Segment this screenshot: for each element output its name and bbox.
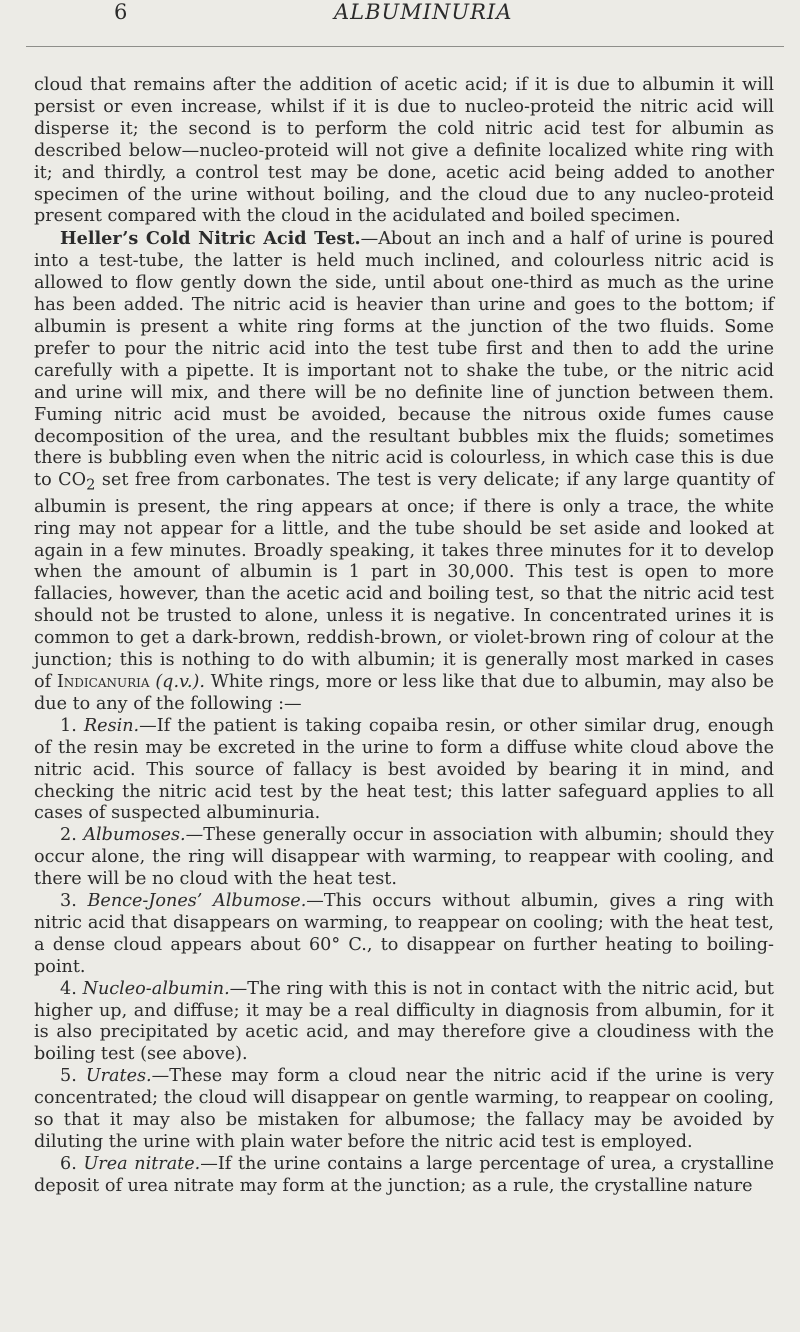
list-number: 3. — [60, 891, 88, 912]
body-text — [34, 75, 774, 1198]
subscript: 2 — [86, 476, 96, 494]
list-item-title: Resin. — [83, 715, 140, 736]
list-item — [34, 891, 774, 979]
paragraph-text: White rings, more or less like that due to albumin, may also be due to any of the following :— — [34, 671, 775, 714]
list-item-text: —These generally occur in association with albumin; should they occur alone, the ring will disappear with warming, to reappear with cooling, and there will be no cloud with the heat test. — [34, 825, 774, 890]
page-header — [26, 0, 784, 47]
cross-reference-note: (q.v.). — [149, 671, 205, 692]
list-item — [34, 979, 774, 1067]
list-item-title: Nucleo-albumin. — [82, 978, 230, 999]
paragraph-heller-test — [34, 228, 774, 715]
paragraph-text: set free from carbonates. The test is very delicate; if any large quantity of albumin is present, the ring appears at once; if there is only a trace, the white ring may not appear for a little, and the tube should be set aside and looked at again in a few minutes. Broadly speaking, it takes three minutes for it to develop when the amount of albumin is 1 part in 30,000. This test is open to more fallacies, however, than the acetic acid and boiling test, so that the nitric acid test should not be trusted to alone, unless it is negative. In concentrated urines it is common to get a dark-brown, reddish-brown, or violet-brown ring of colour at the junction; this is nothing to do with albumin; it is generally most marked in cases of — [34, 470, 774, 692]
page-number: 6 — [114, 0, 128, 24]
list-item-title: Urates. — [85, 1066, 152, 1087]
list-item — [34, 825, 774, 891]
list-item — [34, 716, 774, 826]
list-item-title: Albumoses. — [83, 825, 186, 846]
running-head: ALBUMINURIA — [334, 0, 513, 24]
list-item — [34, 1154, 774, 1198]
section-heading: Heller’s Cold Nitric Acid Test. — [60, 228, 361, 250]
list-item — [34, 1066, 774, 1154]
list-number: 6. — [60, 1153, 84, 1174]
list-item-text: —If the patient is taking copaiba resin, or other similar drug, enough of the resin may be excreted in the urine to form a diffuse white cloud above the nitric acid. This source of fallacy is best avoided by bearing it in mind, and checking the nitric acid test by the heat test; this latter safeguard applies to all cases of suspected albuminuria. — [34, 715, 774, 824]
paragraph-text: —About an inch and a half of urine is poured into a test-tube, the latter is held much inclined, and colourless nitric acid is allowed to flow gently down the side, until about one-third as much as the urine has been added. The nitric acid is heavier than urine and goes to the bottom; if albumin is present a white ring forms at the junction of the two fluids. Some prefer to pour the nitric acid into the test tube first and then to add the urine carefully with a pipette. It is important not to shake the tube, or the nitric acid and urine will mix, and there will be no definite line of junction between them. Fuming nitric acid must be avoided, because the nitrous oxide fumes cause decomposition of the urea, and the resultant bubbles mix the fluids; sometimes there is bubbling even when the nitric acid is colourless, in which case this is due to CO — [34, 229, 774, 491]
paragraph-continuation: cloud that remains after the addition of acetic acid; if it is due to albumin it will persist or even increase, whilst if it is due to nucleo-proteid the nitric acid will disperse it; the second is to perform the cold nitric acid test for albumin as described below—nucleo-proteid will not give a definite localized white ring with it; and thirdly, a control test may be done, acetic acid being added to another specimen of the urine without boiling, and the cloud due to any nucleo-proteid present compared with the cloud in the acidulated and boiled specimen. — [34, 75, 774, 227]
list-item-text: —If the urine contains a large percentage of urea, a crystalline deposit of urea nitrate may form at the junction; as a rule, the crystalline nature — [34, 1153, 775, 1196]
list-number: 5. — [60, 1066, 86, 1087]
list-number: 2. — [60, 825, 84, 846]
list-item-text: —This occurs without albumin, gives a ring with nitric acid that disappears on warming, to reappear on cooling; with the heat test, a dense cloud appears about 60° C., to disappear on further heating to boiling-point. — [34, 891, 774, 977]
list-item-title: Bence-Jones’ Albumose. — [87, 891, 307, 912]
cross-reference: Indicanuria — [56, 671, 150, 692]
list-number: 4. — [60, 978, 83, 999]
list-item-text: —These may form a cloud near the nitric acid if the urine is very concentrated; the cloud will disappear on gentle warming, to reappear on cooling, so that it may also be mistaken for albumose; the fallacy may be avoided by diluting the urine with plain water before the nitric acid test is employed. — [34, 1066, 774, 1153]
list-item-text: —The ring with this is not in contact with the nitric acid, but higher up, and diffuse; it may be a real difficulty in diagnosis from albumin, for it is also precipitated by acetic acid, and may therefore give a cloudiness with the boiling test (see above). — [34, 978, 774, 1065]
list-item-title: Urea nitrate. — [83, 1153, 201, 1174]
list-number: 1. — [60, 715, 84, 736]
